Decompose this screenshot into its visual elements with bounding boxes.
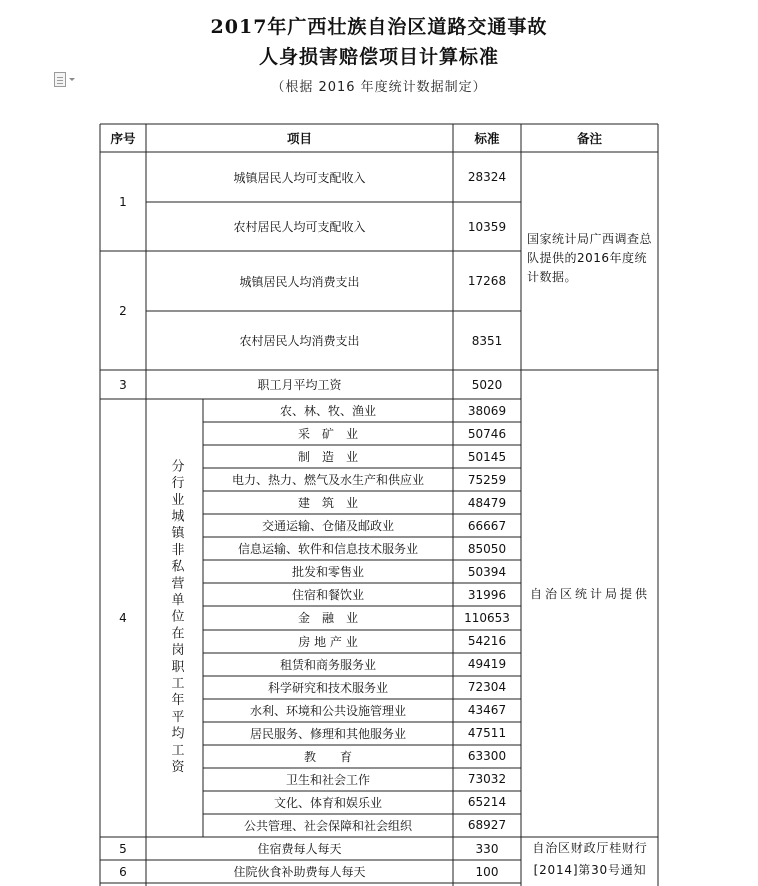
industry-item: 水利、环境和公共设施管理业 — [249, 703, 406, 718]
industry-value: 63300 — [467, 749, 507, 764]
industry-value: 65214 — [467, 795, 507, 810]
header-standard: 标准 — [474, 131, 500, 146]
row-no-3: 3 — [119, 377, 127, 392]
industry-item: 采 矿 业 — [297, 427, 358, 442]
industry-value: 38069 — [467, 403, 507, 418]
row-no-2: 2 — [119, 303, 127, 318]
industry-item: 批发和零售业 — [291, 565, 364, 580]
industry-value: 110653 — [464, 610, 510, 625]
value-lodging-fee: 330 — [475, 841, 499, 856]
value-monthly-avg-wage: 5020 — [471, 377, 503, 392]
item-urban-consumption: 城镇居民人均消费支出 — [239, 274, 360, 289]
industry-item: 房 地 产 业 — [298, 634, 358, 649]
industry-value: 47511 — [467, 726, 507, 741]
industry-value: 54216 — [467, 634, 507, 649]
industry-item: 制 造 业 — [297, 450, 358, 465]
industry-value: 72304 — [467, 680, 507, 695]
item-monthly-avg-wage: 职工月平均工资 — [257, 378, 342, 392]
industry-item: 住宿和餐饮业 — [291, 588, 364, 603]
industry-value: 43467 — [467, 703, 507, 718]
value-rural-consumption: 8351 — [471, 333, 503, 348]
industry-value: 48479 — [467, 495, 507, 510]
industry-item: 农、林、牧、渔业 — [279, 404, 376, 419]
industry-wage-category-label: 分行业城镇非私营单位在岗职工年平均工资 — [168, 459, 184, 777]
industry-value: 49419 — [467, 657, 507, 672]
value-urban-disposable-income: 28324 — [467, 170, 507, 184]
remark-finance-dept-notice: 自治区财政厅桂财行[2014]第30号通知 — [532, 841, 648, 877]
document-title-line1: 2017年广西壮族自治区道路交通事故 — [210, 16, 548, 38]
industry-value: 50746 — [467, 426, 507, 441]
item-rural-disposable-income: 农村居民人均可支配收入 — [233, 220, 366, 234]
industry-value: 73032 — [467, 772, 507, 787]
industry-item: 建 筑 业 — [297, 496, 358, 511]
row-no-4: 4 — [119, 611, 127, 625]
remark-regional-stats-bureau: 自治区统计局提供 — [529, 587, 650, 601]
industry-value: 50394 — [467, 564, 507, 579]
document-subtitle: （根据 2016 年度统计数据制定） — [271, 80, 487, 95]
item-meal-subsidy: 住院伙食补助费每人每天 — [233, 865, 366, 879]
document-title-line2: 人身损害赔偿项目计算标准 — [258, 46, 499, 68]
industry-item: 居民服务、修理和其他服务业 — [249, 726, 406, 741]
industry-value: 31996 — [467, 587, 507, 602]
item-lodging-fee: 住宿费每人每天 — [257, 842, 342, 856]
header-no: 序号 — [110, 131, 136, 146]
value-rural-disposable-income: 10359 — [467, 219, 507, 234]
industry-item: 科学研究和技术服务业 — [267, 680, 388, 695]
row-no-6: 6 — [119, 864, 127, 879]
item-rural-consumption: 农村居民人均消费支出 — [239, 334, 360, 348]
row-no-5: 5 — [119, 841, 127, 856]
row-no-1: 1 — [119, 194, 127, 209]
industry-value: 50145 — [467, 449, 507, 464]
industry-item: 租赁和商务服务业 — [279, 657, 376, 672]
industry-value: 85050 — [467, 541, 507, 556]
industry-item: 交通运输、仓储及邮政业 — [261, 519, 394, 534]
industry-item: 文化、体育和娱乐业 — [273, 795, 382, 810]
industry-item: 教 育 — [303, 749, 352, 764]
industry-value: 66667 — [467, 518, 507, 533]
value-urban-consumption: 17268 — [467, 274, 507, 288]
industry-item: 公共管理、社会保障和社会组织 — [243, 818, 412, 833]
industry-item: 电力、热力、燃气及水生产和供应业 — [231, 473, 424, 488]
industry-value: 75259 — [467, 472, 507, 487]
remark-stats-bureau-survey: 国家统计局广西调查总队提供的2016年度统计数据。 — [527, 232, 653, 284]
industry-item: 信息运输、软件和信息技术服务业 — [237, 542, 418, 557]
industry-item: 卫生和社会工作 — [285, 772, 370, 787]
industry-item: 金 融 业 — [297, 611, 358, 626]
item-urban-disposable-income: 城镇居民人均可支配收入 — [233, 170, 366, 185]
value-meal-subsidy: 100 — [475, 864, 499, 879]
header-item: 项目 — [286, 131, 312, 146]
header-remark: 备注 — [576, 131, 602, 146]
industry-value: 68927 — [467, 818, 507, 833]
